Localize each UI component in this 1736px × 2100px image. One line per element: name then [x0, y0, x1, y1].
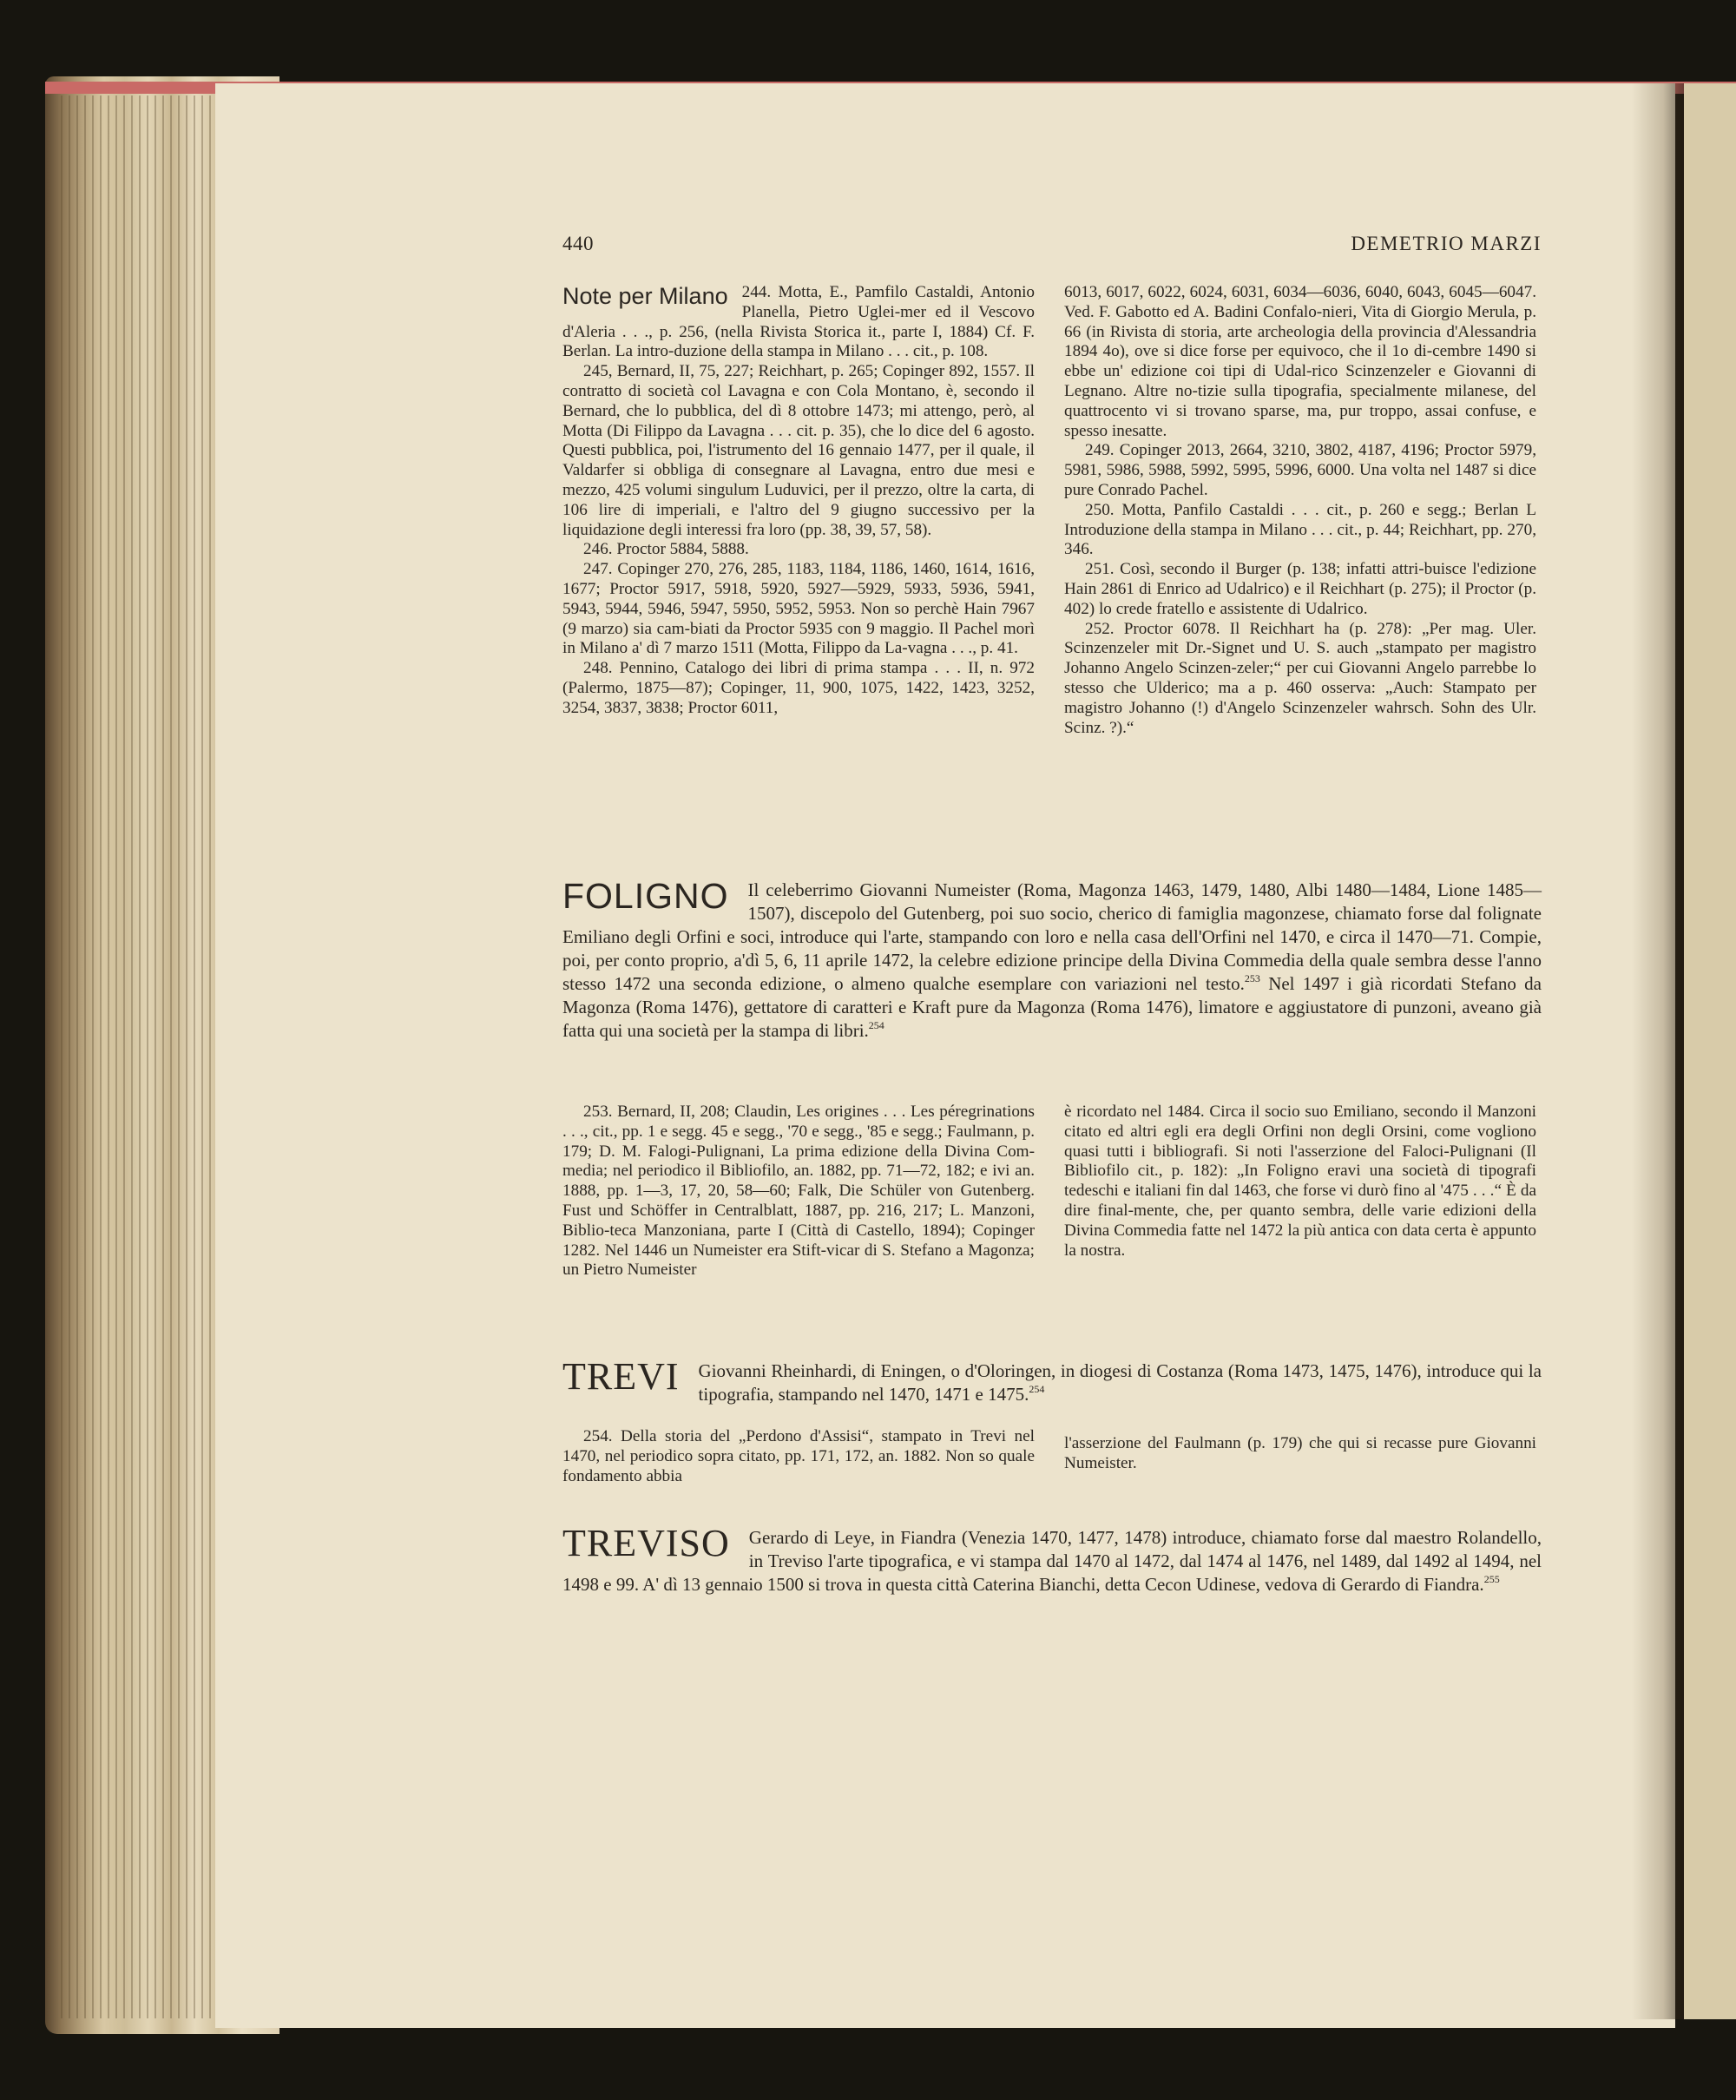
foligno-note-right: [1064, 1103, 1536, 1261]
place-heading-trevi: TREVI: [562, 1355, 680, 1398]
place-heading-treviso: TREVISO: [562, 1522, 730, 1564]
milano-notes-left-column: [562, 283, 1035, 719]
footnote-250: 250. Motta, Panfilo Castaldi . . . cit., p. 260 e segg.; Berlan L Introduzione della stampa in Milano . . . cit., p. 44; Reichhart, pp. 270, 346.: [1064, 500, 1536, 559]
footnote-246: 246. Proctor 5884, 5888.: [583, 540, 749, 559]
book-gutter: [1632, 83, 1684, 2019]
notes-heading: Note per Milano: [562, 283, 728, 309]
footnote-248-continued: 6013, 6017, 6022, 6024, 6031, 6034—6036, 6040, 6043, 6045—6047. Ved. F. Gabotto ed A. Badini Confalo-nieri, Vita di Giorgio Merula, p. 66 (in Rivista di storia, arte archeologia della provincia d'Alessandria 1894 4o), ove si dice forse per equivoco, che il 1o di-cembre 1490 si ebbe un' edizione coi tipi di Udal-rico Scinzenzeler e Giovanni di Legnano. Altre no-tizie sulla tipografia, specialmente milanese, del quattrocento vi si trovano sparse, ma, pur troppo, assai confuse, e spesso inesatte.: [1064, 283, 1536, 440]
footnote-254-continued: l'asserzione del Faulmann (p. 179) che qui si recasse pure Giovanni Numeister.: [1064, 1434, 1536, 1472]
page-number: 440: [562, 233, 594, 254]
section-treviso: [562, 1522, 1542, 1596]
footnote-248: 248. Pennino, Catalogo dei libri di prima stampa . . . II, n. 972 (Palermo, 1875—87); Copinger, 11, 900, 1075, 1422, 1423, 3252, 3254, 3837, 3838; Proctor 6011,: [562, 659, 1035, 717]
footnote-244: Note per Milano 244. Motta, E., Pamfilo Castaldi, Antonio Planella, Pietro Uglei-mer ed il Vescovo d'Aleria . . ., p. 256, (nella Rivista Storica it., parte I, 1884) Cf. F. Berlan. La intro-duzione della stampa in Milano . . . cit., p. 108.: [562, 283, 1035, 361]
footnote-ref-254: 254: [868, 1019, 884, 1031]
footnote-252: 252. Proctor 6078. Il Reichhart ha (p. 278): „Per mag. Uler. Scinzenzeler mit Dr.-Signet und U. S. auch „stampato per magistro Johanno Angelo Scinzen-zeler;“ per cui Giovanni Angelo parrebbe lo stesso che Ulderico; ma a p. 460 osserva: „Auch: Stampato per magistro Johanno (!) d'Angelo Scinzenzeler wahrsch. Sohn des Ulr. Scinz. ?).“: [1064, 619, 1536, 737]
section-foligno: [562, 876, 1542, 1043]
footnote-ref-254b: 254: [1029, 1383, 1045, 1395]
footnote-ref-255: 255: [1483, 1573, 1500, 1585]
footnote-254: 254. Della storia del „Perdono d'Assisi“, stampato in Trevi nel 1470, nel periodico sopra citato, pp. 171, 172, an. 1882. Non so quale fondamento abbia: [562, 1427, 1035, 1485]
trevi-note-right: [1064, 1434, 1536, 1474]
footnote-253-continued: è ricordato nel 1484. Circa il socio suo Emiliano, secondo il Manzoni citato ed altri egli era degli Orfini non degli Orsini, come vogliono quasi tutti i bibliografi. Si noti l'asserzione del Faloci-Pulignani (Il Bibliofilo cit., p. 182): „In Foligno eravi una società di tipografi tedeschi e italiani fin dal 1463, che forse vi durò fino al '475 . . .“ È da dire final-mente, che, per quanto sembra, delle varie edizioni della Divina Commedia fatte nel 1472 la più antica con data certa è appunto la nostra.: [1064, 1103, 1536, 1260]
footnote-253: 253. Bernard, II, 208; Claudin, Les origines . . . Les péregrinations . . ., cit., pp. 1 e segg. 45 e segg., '70 e segg., '85 e segg.; Faulmann, p. 179; D. M. Falogi-Pulignani, La prima edizione della Divina Com-media; nel periodico il Bibliofilo, an. 1882, pp. 71—72, 182; e ivi an. 1888, pp. 1—3, 17, 20, 58—60; Falk, Die Schüler von Gutenberg. Fust und Schöffer in Centralblatt, 1887, pp. 216, 217; L. Manzoni, Biblio-teca Manzoniana, parte I (Città di Castello, 1894); Copinger 1282. Nel 1446 un Numeister era Stift-vicar di S. Stefano a Magonza; un Pietro Numeister: [562, 1103, 1035, 1280]
foligno-note-left: [562, 1103, 1035, 1280]
footnote-251: 251. Così, secondo il Burger (p. 138; infatti attri-buisce l'edizione Hain 2861 di Enrico ad Udalrico) e il Reichhart (p. 275); il Proctor (p. 402) lo crede fratello e assistente di Udalrico.: [1064, 560, 1536, 618]
treviso-paragraph: TREVISO Gerardo di Leye, in Fiandra (Venezia 1470, 1477, 1478) introduce, chiamato forse dal maestro Rolandello, in Treviso l'arte tipografica, e vi stampa dal 1470 al 1472, dal 1474 al 1476, nel 1489, dal 1492 al 1494, nel 1498 e 99. A' dì 13 gennaio 1500 si trova in questa città Caterina Bianchi, detta Cecon Udinese, vedova di Gerardo di Fiandra.$^{255}$: [562, 1522, 1542, 1595]
footnote-247: 247. Copinger 270, 276, 285, 1183, 1184, 1186, 1460, 1614, 1616, 1677; Proctor 5917, 5918, 5920, 5927—5929, 5933, 5936, 5941, 5943, 5944, 5946, 5947, 5950, 5952, 5953. Non so perchè Hain 7967 (9 marzo) sia cam-biati da Proctor 5935 con 9 maggio. Il Pachel morì in Milano a' dì 7 marzo 1511 (Motta, Filippo da La-vagna . . ., p. 41.: [562, 560, 1035, 658]
footnote-ref-253: 253: [1244, 972, 1260, 984]
foligno-paragraph: FOLIGNO Il celeberrimo Giovanni Numeister (Roma, Magonza 1463, 1479, 1480, Albi 1480—1484, Lione 1485—1507), discepolo del Gutenberg, poi suo socio, cherico di famiglia magonzese, chiamato forse dal folignate Emiliano degli Orfini e soci, introduce qui l'arte, stampando con loro e nella casa dell'Orfini nel 1470, e circa il 1470—71. Compie, poi, per conto proprio, a'dì 5, 6, 11 aprile 1472, la celebre edizione principe della Divina Commedia della quale sembra desse l'anno stesso 1472 una seconda edizione, o almeno qualche esemplare con variazioni nel testo.$^{253}$ Nel 1497 i già ricordati Stefano da Magonza (Roma 1476), gettatore di caratteri e Kraft pure da Magonza (Roma 1476), limatore e aggiustatore di punzoni, aveano già fatta qui una società per la stampa di libri.$^{254}$: [562, 876, 1542, 1041]
running-title: DEMETRIO MARZI: [1351, 233, 1542, 254]
footnote-245: 245, Bernard, II, 75, 227; Reichhart, p. 265; Copinger 892, 1557. Il contratto di società col Lavagna e con Cola Montano, è, secondo il Bernard, che lo pubblica, del dì 8 ottobre 1473; mi attengo, però, al Motta (Di Filippo da Lavagna . . . cit. p. 35), che lo dice del 6 agosto. Questi pubblica, poi, l'istrumento del 16 gennaio 1477, per il quale, il Valdarfer si obbliga di consegnare al Lavagna, entro due mesi e mezzo, 425 volumi singulum Luduvici, per il prezzo, oltre la carta, di 106 lire di imperiali, e l'altro del 9 giugno successivo per la liquidazione degli interessi fra loro (pp. 38, 39, 57, 58).: [562, 362, 1035, 539]
place-heading-foligno: FOLIGNO: [562, 876, 729, 916]
page-text: [562, 0, 1542, 2100]
trevi-paragraph: TREVI Giovanni Rheinhardi, di Eningen, o d'Oloringen, in diogesi di Costanza (Roma 1473, 1475, 1476), introduce qui la tipografia, stampando nel 1470, 1471 e 1475.$^{254}$: [562, 1355, 1542, 1405]
footnote-249: 249. Copinger 2013, 2664, 3210, 3802, 4187, 4196; Proctor 5979, 5981, 5986, 5988, 5992, 5995, 5996, 6000. Una volta nel 1487 si dice pure Conrado Pachel.: [1064, 441, 1536, 499]
milano-notes-right-column: [1064, 283, 1536, 738]
trevi-note-left: [562, 1427, 1035, 1486]
facing-page-edge: [1684, 83, 1736, 2019]
section-trevi: [562, 1355, 1542, 1406]
